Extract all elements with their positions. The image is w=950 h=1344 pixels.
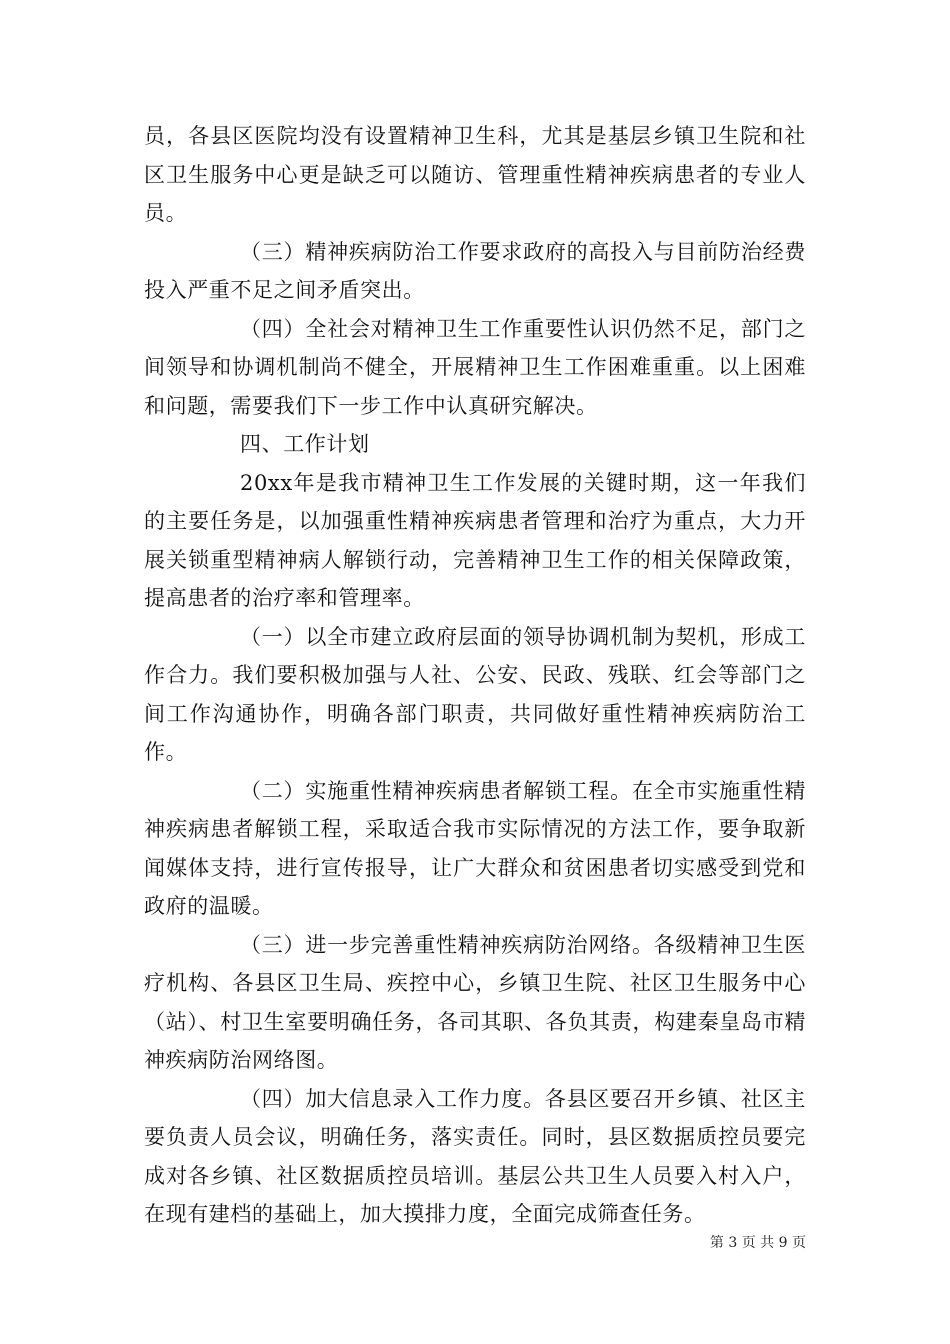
paragraph-plan-item-four: （四）加大信息录入工作力度。各县区要召开乡镇、社区主要负责人员会议，明确任务，落实责任。同时，县区数据质控员要完成对各乡镇、社区数据质控员培训。基层公共卫生人员要入村入户，在现有建档的基础上，加大摸排力度，全面完成筛查任务。 [144,1086,806,1226]
document-body [144,117,806,1234]
paragraph-item-four: （四）全社会对精神卫生工作重要性认识仍然不足，部门之间领导和协调机制尚不健全，开展精神卫生工作困难重重。以上困难和问题，需要我们下一步工作中认真研究解决。 [144,316,806,418]
paragraph-plan-item-three: （三）进一步完善重性精神疾病防治网络。各级精神卫生医疗机构、各县区卫生局、疾控中心，乡镇卫生院、社区卫生服务中心（站）、村卫生室要明确任务，各司其职、各负其责，构建秦皇岛市精神疾病防治网络图。 [144,932,806,1072]
paragraph-plan-item-two: （二）实施重性精神疾病患者解锁工程。在全市实施重性精神疾病患者解锁工程，采取适合我市实际情况的方法工作，要争取新闻媒体支持，进行宣传报导，让广大群众和贫困患者切实感受到党和政府的温暖。 [144,778,806,918]
paragraph-continuation: 员，各县区医院均没有设置精神卫生科，尤其是基层乡镇卫生院和社区卫生服务中心更是缺乏可以随访、管理重性精神疾病患者的专业人员。 [144,124,806,225]
paragraph-item-three: （三）精神疾病防治工作要求政府的高投入与目前防治经费投入严重不足之间矛盾突出。 [144,239,806,302]
section-heading-work-plan: 四、工作计划 [240,432,370,456]
page-number-footer: 第 3 页 共 9 页 [709,1235,806,1251]
paragraph-plan-intro: 20xx年是我市精神卫生工作发展的关键时期，这一年我们的主要任务是，以加强重性精神疾病患者管理和治疗为重点，大力开展关锁重型精神病人解锁行动，完善精神卫生工作的相关保障政策，提高患者的治疗率和管理率。 [144,470,806,610]
paragraph-plan-item-one: （一）以全市建立政府层面的领导协调机制为契机，形成工作合力。我们要积极加强与人社、公安、民政、残联、红会等部门之间工作沟通协作，明确各部门职责，共同做好重性精神疾病防治工作。 [144,624,806,764]
